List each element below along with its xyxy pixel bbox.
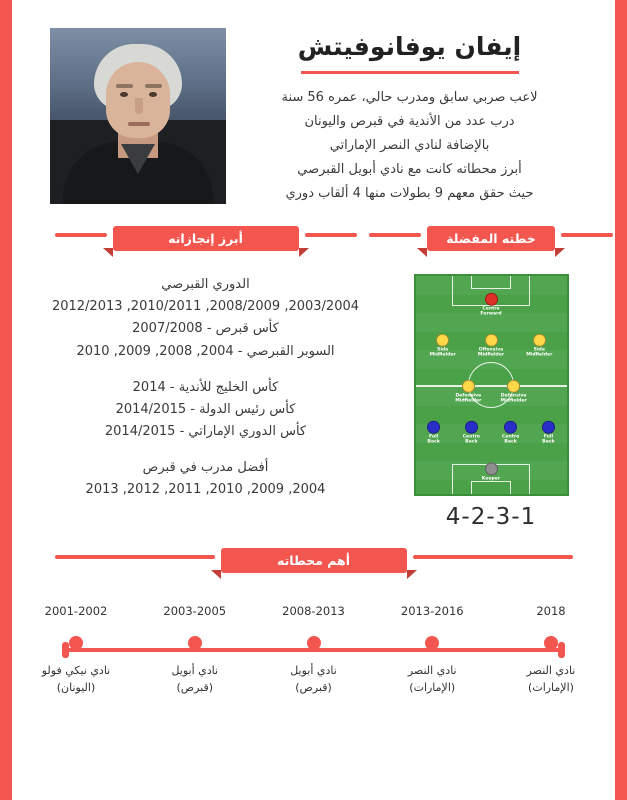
achievement-line: 2004, 2009, 2010, 2011, 2012, 2013 bbox=[85, 481, 326, 497]
bio-line: لاعب صربي سابق ومدرب حالي، عمره 56 سنة bbox=[281, 90, 538, 105]
page-inner bbox=[12, 0, 615, 800]
player-dot bbox=[533, 334, 546, 347]
timeline-club: نادي أبويل (قبرص) bbox=[290, 664, 337, 694]
achievements-banner bbox=[113, 226, 299, 251]
player-dot bbox=[507, 379, 520, 392]
formation-pitch bbox=[414, 274, 569, 496]
achievement-line: كأس الدوري الإماراتي - 2014/2015 bbox=[104, 423, 307, 439]
timeline-club: نادي النصر (الإمارات) bbox=[526, 664, 576, 694]
section-banners bbox=[12, 226, 615, 260]
player-position-label: Keeper bbox=[481, 476, 501, 482]
formation-banner-label: خطته المفضلة bbox=[446, 231, 536, 247]
player-dot bbox=[504, 421, 517, 434]
player-position-label: Full Back bbox=[542, 434, 555, 446]
formation-number: 4-2-3-1 bbox=[445, 504, 537, 531]
player-position-label: Centre Back bbox=[462, 434, 481, 446]
timeline-banner-label: أهم محطاته bbox=[277, 553, 350, 569]
formation-column bbox=[383, 270, 599, 530]
achievement-group bbox=[28, 457, 383, 501]
timeline-club: نادي نيكي فولو (اليونان) bbox=[41, 664, 111, 694]
player-marker-keeper bbox=[463, 463, 519, 482]
achievements-column bbox=[28, 270, 383, 530]
player-marker-defence bbox=[520, 421, 568, 446]
player-marker-midfield bbox=[486, 379, 542, 404]
achievement-line: السوبر القبرصي - 2004, 2008, 2009, 2010 bbox=[76, 343, 335, 359]
player-position-label: Side Midfielder bbox=[526, 347, 553, 358]
bio-line: أبرز محطاته كانت مع نادي أبويل القبرصي bbox=[297, 162, 522, 178]
timeline-club: نادي النصر (الإمارات) bbox=[407, 664, 457, 694]
timeline-dot bbox=[425, 636, 439, 650]
achievement-line: أفضل مدرب في قبرص bbox=[142, 459, 269, 475]
player-position-label: Defensive Midfielder bbox=[455, 393, 482, 404]
player-marker-midfield bbox=[511, 334, 567, 359]
formation-banner bbox=[427, 226, 555, 251]
career-timeline bbox=[28, 604, 599, 714]
player-dot bbox=[436, 334, 449, 347]
timeline-item bbox=[496, 604, 606, 696]
timeline-year: 2001-2002 bbox=[44, 604, 108, 619]
achievement-line: كأس قبرص - 2007/2008 bbox=[132, 321, 279, 337]
timeline-item bbox=[377, 604, 487, 696]
timeline-dot bbox=[307, 636, 321, 650]
player-position-label: Centre Forward bbox=[480, 306, 502, 317]
profile-bio bbox=[226, 86, 593, 206]
player-marker-forward bbox=[463, 292, 519, 317]
bio-line: درب عدد من الأندية في قبرص واليونان bbox=[304, 114, 515, 130]
page-title: إيفان يوفانوفيتش bbox=[297, 32, 522, 61]
achievement-group bbox=[28, 274, 383, 362]
player-position-label: Centre Back bbox=[501, 434, 520, 446]
player-position-label: Side Midfielder bbox=[429, 347, 456, 358]
player-dot bbox=[542, 421, 555, 434]
timeline-item bbox=[21, 604, 131, 696]
timeline-dot bbox=[188, 636, 202, 650]
player-dot bbox=[462, 379, 475, 392]
timeline-club: نادي أبويل (قبرص) bbox=[171, 664, 219, 694]
profile-text bbox=[226, 28, 593, 206]
timeline-year: 2003-2005 bbox=[163, 604, 227, 619]
timeline-item bbox=[259, 604, 369, 696]
player-dot bbox=[427, 421, 440, 434]
bio-line: حيث حقق معهم 9 بطولات منها 4 ألقاب دوري bbox=[285, 186, 534, 202]
player-dot bbox=[485, 334, 498, 347]
achievement-line: كأس الخليج للأندية - 2014 bbox=[132, 379, 279, 395]
player-dot bbox=[465, 421, 478, 434]
timeline-section bbox=[12, 548, 615, 714]
title-divider bbox=[301, 71, 519, 74]
bio-line: بالإضافة لنادي النصر الإماراتي bbox=[329, 138, 490, 154]
achievements-banner-label: أبرز إنجازاته bbox=[168, 231, 243, 247]
achievement-line: 2003/2004, 2008/2009, 2010/2011, 2012/2013 bbox=[51, 299, 360, 315]
achievement-line: الدوري القبرصي bbox=[161, 277, 250, 293]
profile-header bbox=[12, 0, 615, 212]
timeline-year: 2013-2016 bbox=[400, 604, 464, 619]
coach-portrait bbox=[50, 28, 226, 204]
content-columns bbox=[12, 260, 615, 530]
timeline-dot bbox=[544, 636, 558, 650]
player-position-label: Full Back bbox=[427, 434, 440, 446]
player-dot bbox=[485, 463, 498, 476]
timeline-year: 2008-2013 bbox=[282, 604, 345, 619]
achievement-group bbox=[28, 377, 383, 443]
achievement-line: كأس رئيس الدولة - 2014/2015 bbox=[115, 401, 296, 417]
timeline-banner bbox=[221, 548, 407, 573]
player-position-label: Offensive Midfielder bbox=[477, 347, 505, 358]
timeline-year: 2018 bbox=[536, 604, 566, 619]
timeline-dot bbox=[69, 636, 83, 650]
timeline-item bbox=[140, 604, 250, 696]
player-position-label: Defensive Midfielder bbox=[500, 393, 527, 404]
player-dot bbox=[485, 292, 498, 305]
